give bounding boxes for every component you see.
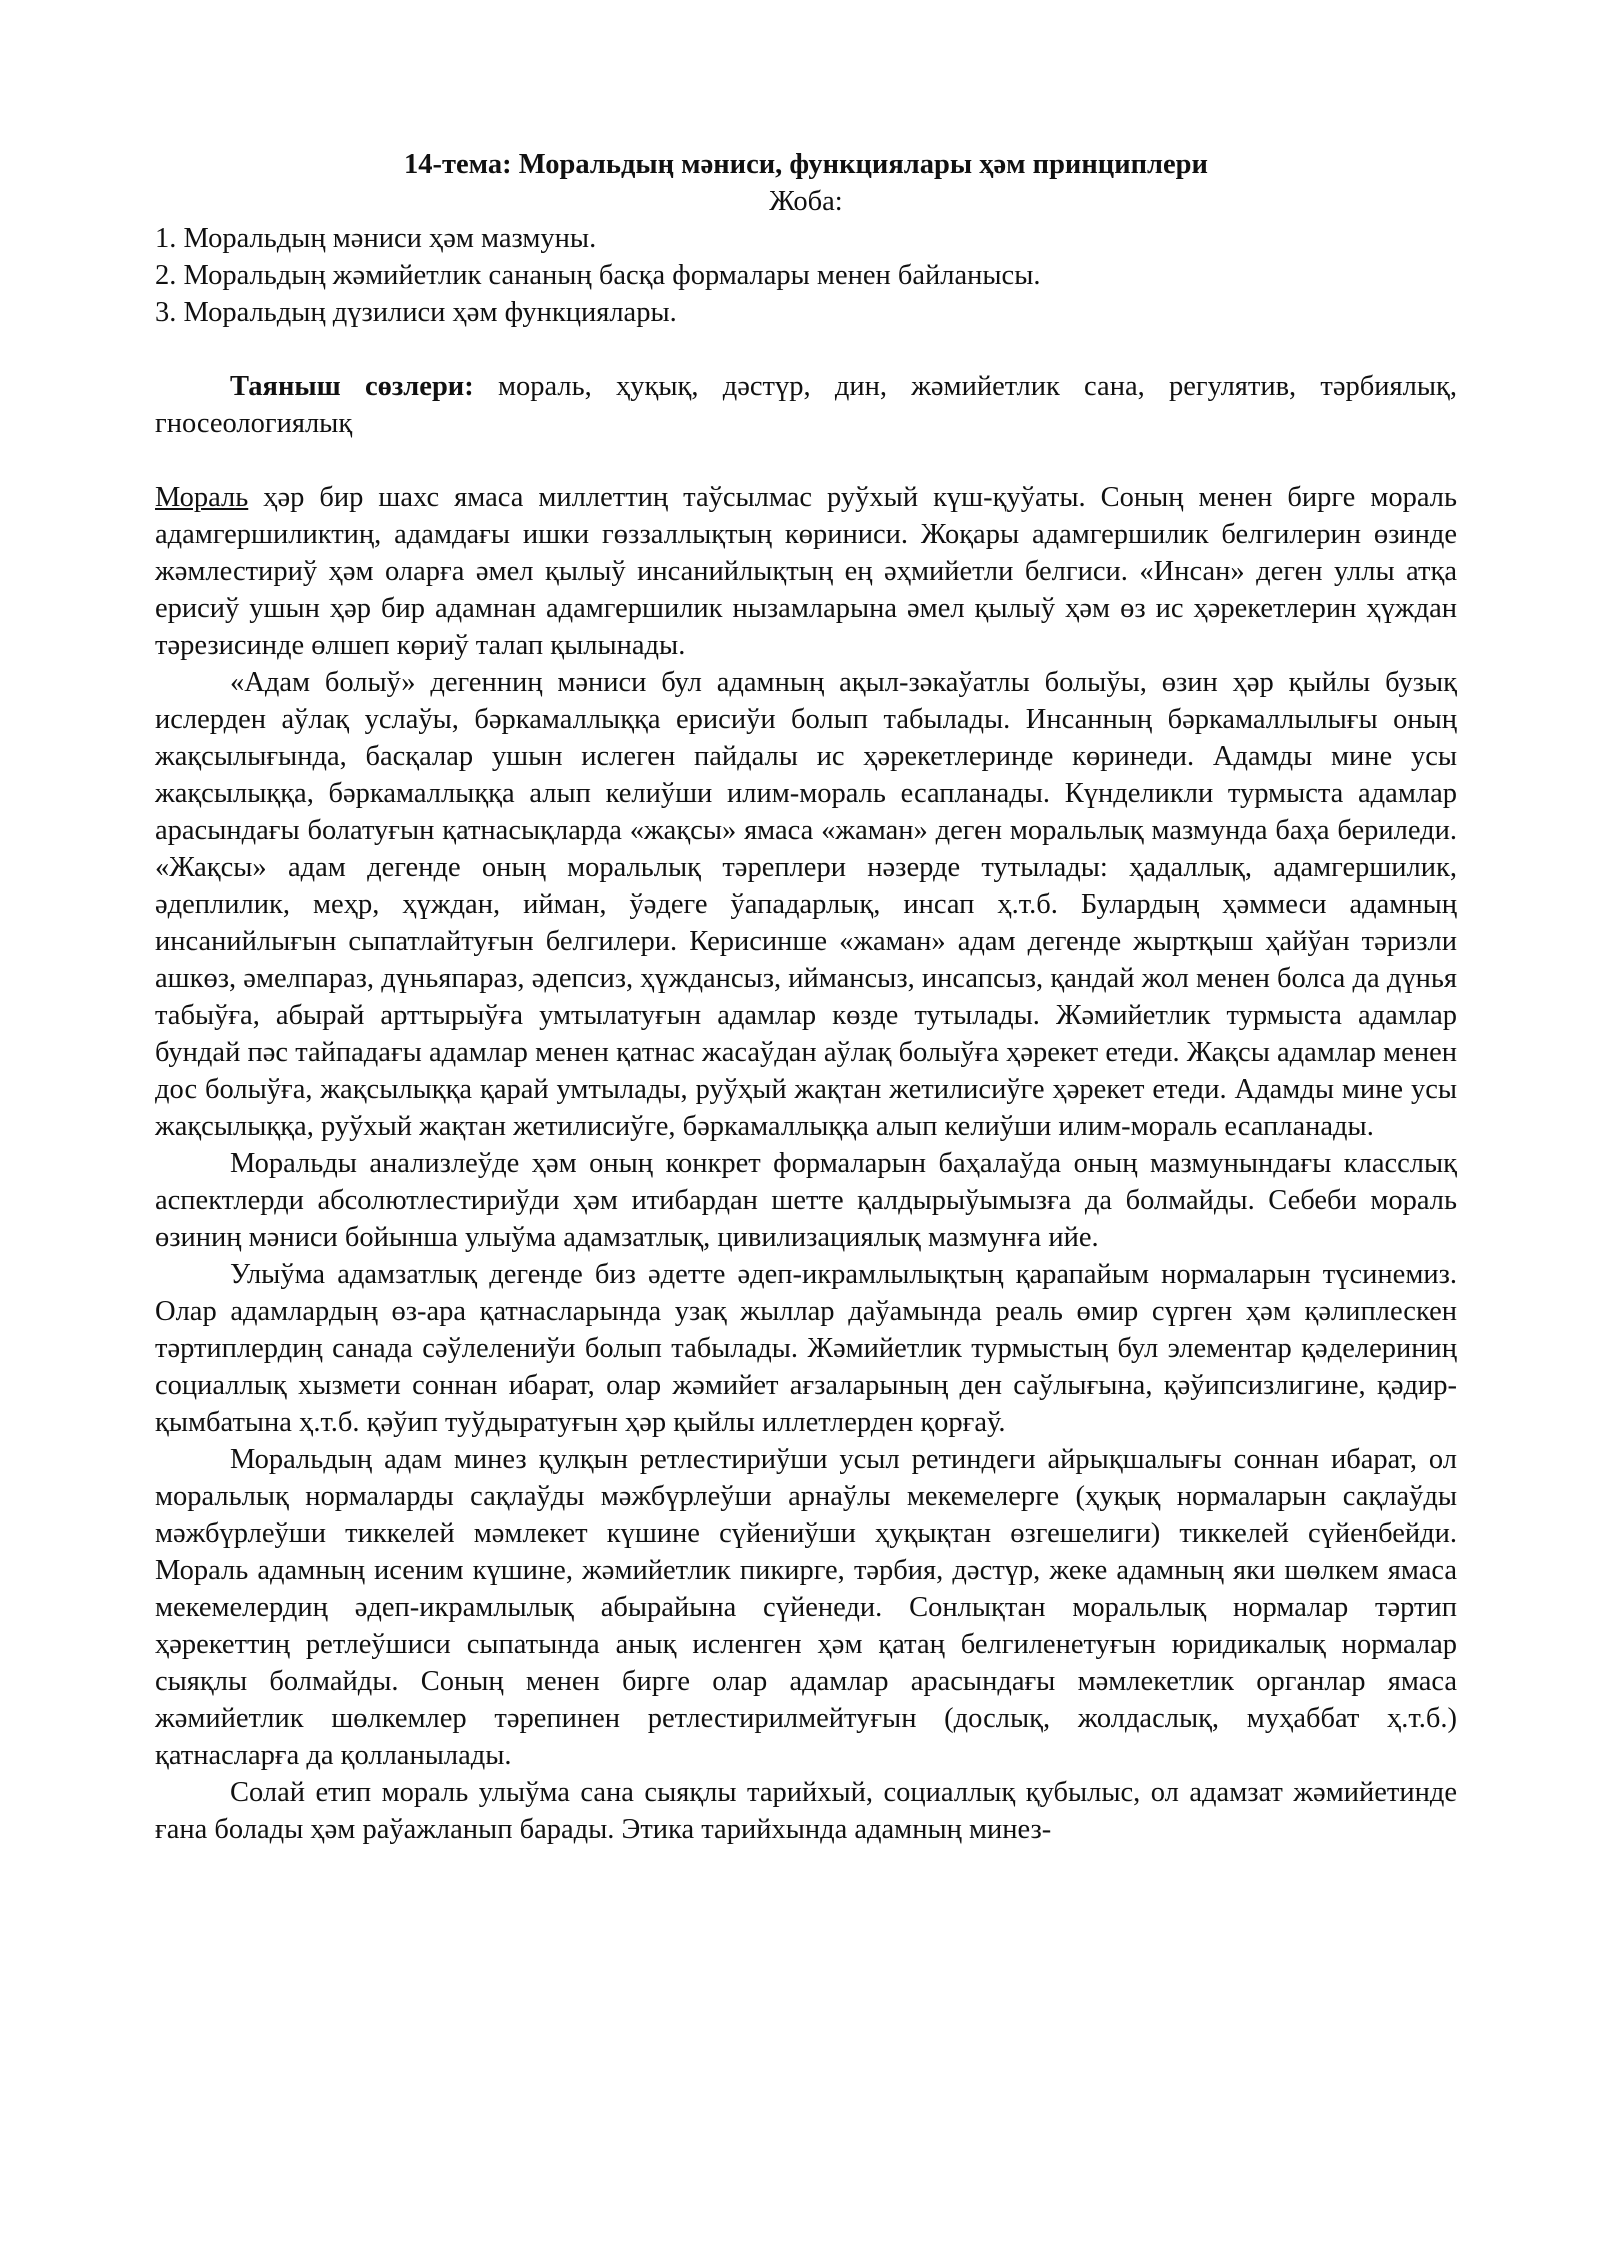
spacer — [155, 331, 1457, 368]
plan-item: 3. Моральдың дүзилиси ҳәм функциялары. — [155, 297, 677, 328]
paragraph — [155, 479, 1457, 664]
keywords-label: Таяныш сөзлери: — [230, 371, 474, 402]
spacer — [155, 442, 1457, 479]
paragraph: Моральдың адам минез қулқын ретлестириўши усыл ретиндеги айрықшалығы соннан ибарат, ол моральлық нормаларды сақлаўды мәжбүрлеўши арнаўлы мекемелерге (ҳуқық нормаларын сақлаўды мәжбүрлеўши тиккелей мәмлекет күшине сүйениўши ҳуқықтан өзгешелиги) тиккелей сүйенбейди. Мораль адамның исеним күшине, жәмийетлик пикирге, тәрбия, дәстүр, жеке адамның яки шөлкем ямаса мекемелердиң әдеп-икрамлылық абырайына сүйенеди. Сонлықтан моральлық нормалар тәртип ҳәрекеттиң ретлеўшиси сыпатында анық исленген ҳәм қатаң белгиленетуғын юридикалық нормалар сыяқлы болмайды. Соның менен бирге олар адамлар арасындағы мәмлекетлик органлар ямаса жәмийетлик шөлкемлер тәрепинен ретлестирилмейтуғын (дослық, жолдаслық, муҳаббат ҳ.т.б.) қатнасларға да қолланылады. — [155, 1444, 1457, 1771]
paragraph-text: ҳәр бир шахс ямаса миллеттиң таўсылмас руўхый күш-қуўаты. Соның менен бирге мораль адамгершиликтиң, адамдағы ишки гөззаллықтың көриниси. Жоқары адамгершилик белгилерин өзинде жәмлестириў ҳәм оларға әмел қылыў инсанийлықтың ең әҳмийетли белгиси. «Инсан» деген уллы атқа ерисиў ушын ҳәр бир адамнан адамгершилик нызамларына әмел қылыў ҳәм өз ис ҳәрекетлерин ҳүждан тәрезисинде өлшеп көриў талап қылынады. — [155, 482, 1457, 661]
plan-list — [155, 220, 1457, 331]
paragraph: Солай етип мораль улыўма сана сыяқлы тарийхый, социаллық қубылыс, ол адамзат жәмийетинде ғана болады ҳәм раўажланып барады. Этика тарийхында адамның минез- — [155, 1777, 1457, 1845]
keywords-text: мораль, ҳуқық, дәстүр, дин, жәмийетлик сана, регулятив, тәрбиялық, гносеологиялық — [155, 371, 1457, 439]
document-page — [155, 146, 1457, 1848]
document-title: 14-тема: Моральдың мәниси, функциялары ҳәм принциплери — [404, 149, 1208, 180]
paragraph: «Адам болыў» дегенниң мәниси бул адамның ақыл-зәкаўатлы болыўы, өзин ҳәр қыйлы бузық ислерден аўлақ услаўы, бәркамаллыққа ерисиўи болып табылады. Инсанның бәркамаллылығы оның жақсылығында, басқалар ушын ислеген пайдалы ис ҳәрекетлеринде көринеди. Адамды мине усы жақсылыққа, бәркамаллыққа алып келиўши илим-мораль есапланады. Күнделикли турмыста адамлар арасындағы болатуғын қатнасықларда «жақсы» ямаса «жаман» деген моральлық мазмунда баҳа бериледи. «Жақсы» адам дегенде оның моральлық тәреплери нәзерде тутылады: ҳадаллық, адамгершилик, әдеплилик, меҳр, ҳүждан, ийман, ўәдеге ўападарлық, инсап ҳ.т.б. Булардың ҳәммеси адамның инсанийлығын сыпатлайтуғын белгилери. Керисинше «жаман» адам дегенде жыртқыш ҳайўан тәризли ашкөз, әмелпараз, дүньяпараз, әдепсиз, ҳүждансыз, иймансыз, инсапсыз, қандай жол менен болса да дүнья табыўға, абырай арттырыўға умтылатуғын адамлар көзде тутылады. Жәмийетлик турмыста адамлар бундай пәс тайпадағы адамлар менен қатнас жасаўдан аўлақ болыўға ҳәрекет етеди. Жақсы адамлар менен дос болыўға, жақсылыққа қарай умтылады, руўҳый жақтан жетилисиўге ҳәрекет етеди. Адамды мине усы жақсылыққа, руўхый жақтан жетилисиўге, бәркамаллыққа алып келиўши илим-мораль есапланады. — [155, 667, 1457, 1142]
keywords-paragraph — [155, 368, 1457, 442]
paragraph: Улыўма адамзатлық дегенде биз әдетте әдеп-икрамлылықтың қарапайым нормаларын түсинемиз. Олар адамлардың өз-ара қатнасларында узақ жыллар даўамында реаль өмир сүрген ҳәм қәлиплескен тәртиплердиң санада сәўлелениўи болып табылады. Жәмийетлик турмыстың бул элементар қәделериниң социаллық хызмети соннан ибарат, олар жәмийет ағзаларының ден саўлығына, қәўипсизлигине, қәдир-қымбатына ҳ.т.б. қәўип туўдыратуғын ҳәр қыйлы иллетлерден қорғаў. — [155, 1259, 1457, 1438]
paragraph: Моральды анализлеўде ҳәм оның конкрет формаларын баҳалаўда оның мазмунындағы класслық аспектлерди абсолютлестириўди ҳәм итибардан шетте қалдырыўымызға да болмайды. Себеби мораль өзиниң мәниси бойынша улыўма адамзатлық, цивилизациялық мазмунға ийе. — [155, 1148, 1457, 1253]
plan-item: 1. Моральдың мәниси ҳәм мазмуны. — [155, 223, 597, 254]
underlined-term: Мораль — [155, 482, 249, 513]
plan-item: 2. Моральдың жәмийетлик сананың басқа формалары менен байланысы. — [155, 260, 1041, 291]
plan-heading: Жоба: — [769, 186, 843, 217]
